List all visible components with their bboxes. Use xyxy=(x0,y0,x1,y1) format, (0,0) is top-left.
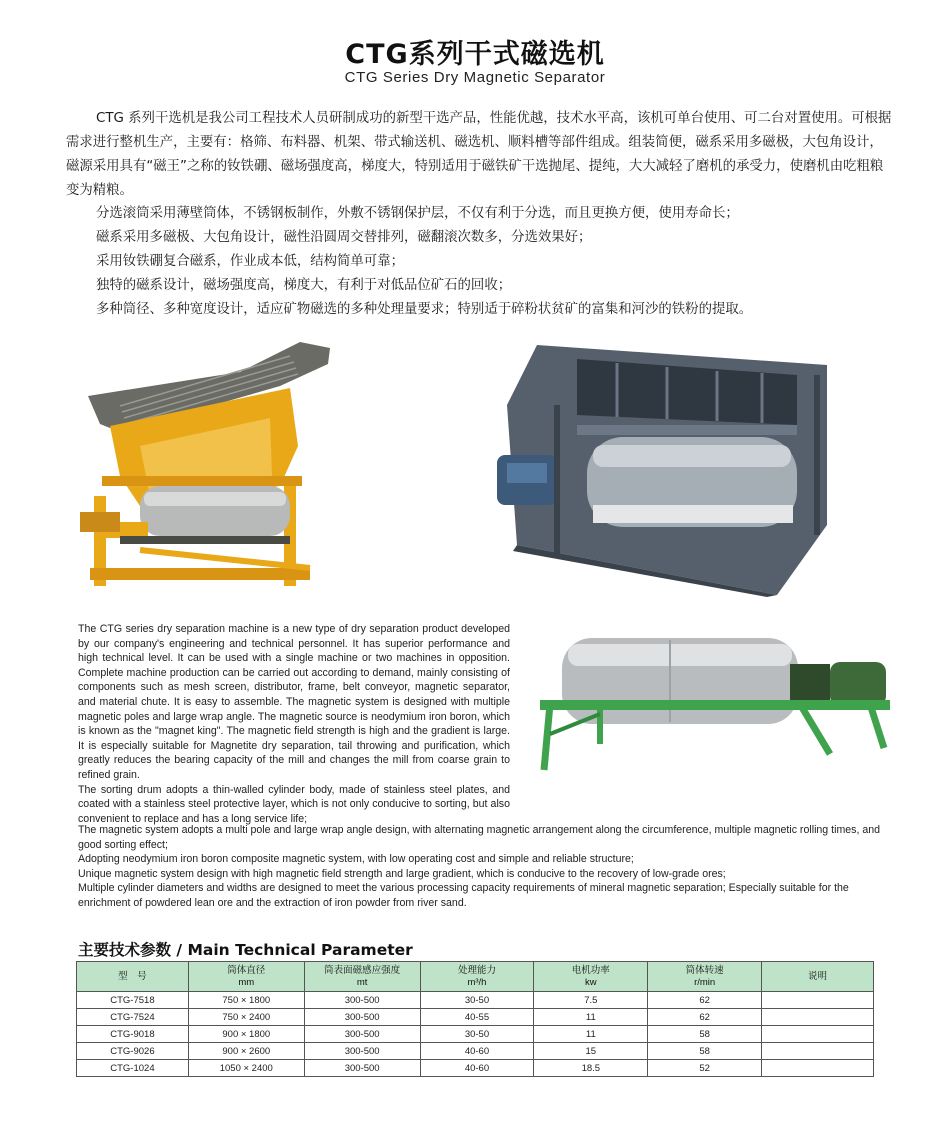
cell: CTG-7518 xyxy=(77,992,189,1009)
cell: 300-500 xyxy=(304,992,420,1009)
cell: 750 × 2400 xyxy=(188,1009,304,1026)
cell: 40-60 xyxy=(420,1060,534,1077)
cell: 58 xyxy=(648,1026,762,1043)
feature-item: 分选滚筒采用薄壁筒体，不锈钢板制作，外敷不锈钢保护层，不仅有利于分选，而且更换方便，使用寿命长； xyxy=(96,206,739,221)
english-paragraph: The magnetic system adopts a multi pole and large wrap angle design, with alternating magnetic arrangement along the circumference, multiple magnetic rolling times, and good sorting effect; xyxy=(78,824,881,851)
feature-item: 多种筒径、多种宽度设计，适应矿物磁选的多种处理量要求；特别适于碎粉状贫矿的富集和河沙的铁粉的提取。 xyxy=(96,302,753,317)
cell: 1050 × 2400 xyxy=(188,1060,304,1077)
cell xyxy=(762,1060,874,1077)
header-cell: 电机功率 kw xyxy=(534,962,648,992)
cell: 900 × 1800 xyxy=(188,1026,304,1043)
table-row xyxy=(77,1043,874,1060)
intro-chinese xyxy=(66,107,892,203)
feature-list-chinese xyxy=(96,202,896,322)
english-paragraph: The sorting drum adopts a thin-walled cylinder body, made of stainless steel plates, and coated with a stainless steel protective layer, which is not only conducive to sorting, but also convenient to replace and has a long service life; xyxy=(78,783,510,825)
header-cell: 筒体转速 r/min xyxy=(648,962,762,992)
cell: 62 xyxy=(648,1009,762,1026)
cell: 750 × 1800 xyxy=(188,992,304,1009)
english-paragraph: Multiple cylinder diameters and widths are designed to meet the various processing capacity requirements of mineral magnetic separation; Especially suitable for the enrichment of powdered lean ore and the extraction of iron powder from river sand. xyxy=(78,882,849,909)
header-cell: 型 号 xyxy=(77,962,189,992)
cell: 11 xyxy=(534,1009,648,1026)
intro-paragraph: CTG 系列干选机是我公司工程技术人员研制成功的新型干选产品，性能优越，技术水平高，该机可单台使用、可二台对置使用。可根据需求进行整机生产，主要有：格筛、布料器、机架、带式输送机、磁选机、顺料槽等部件组成。组装简便，磁系采用多磁极，大包角设计，磁源采用具有“磁王”之称的钕铁硼、磁场强度高，梯度大，特别适用于磁铁矿干选抛尾、提纯，大大减轻了磨机的承受力，使磨机由吃粗粮变为精粮。 xyxy=(66,111,892,198)
page-subtitle: CTG Series Dry Magnetic Separator xyxy=(344,69,606,86)
cell: 300-500 xyxy=(304,1009,420,1026)
cell: CTG-9018 xyxy=(77,1026,189,1043)
feature-item: 磁系采用多磁极、大包角设计，磁性沿圆周交替排列，磁翻滚次数多，分选效果好； xyxy=(96,230,592,245)
cell: 30-50 xyxy=(420,1026,534,1043)
cell: 300-500 xyxy=(304,1026,420,1043)
table-title: 主要技术参数 / Main Technical Parameter xyxy=(78,941,413,959)
cell: 40-55 xyxy=(420,1009,534,1026)
cell: 300-500 xyxy=(304,1043,420,1060)
header-cell: 处理能力 m³/h xyxy=(420,962,534,992)
feature-item: 采用钕铁硼复合磁系，作业成本低，结构简单可靠； xyxy=(96,254,404,269)
cell: 11 xyxy=(534,1026,648,1043)
cell xyxy=(762,1009,874,1026)
table-row xyxy=(77,1060,874,1077)
cell: 58 xyxy=(648,1043,762,1060)
parameter-table xyxy=(76,961,874,1077)
english-paragraph: Adopting neodymium iron boron composite magnetic system, with low operating cost and simple and reliable structure; xyxy=(78,853,634,866)
cell: CTG-9026 xyxy=(77,1043,189,1060)
intro-english-narrow xyxy=(78,622,510,826)
yellow-separator-photo xyxy=(80,336,332,606)
cell xyxy=(762,1026,874,1043)
english-paragraph: The CTG series dry separation machine is a new type of dry separation product developed by our company's engineering and technical personnel. It has superior performance and high technical level. It can be used with a single machine or two machines in opposition. Complete machine production can be carried out according to demand, mainly consisting of components such as mesh screen, distributor, frame, belt conveyor, magnetic separator, and material chute. It is easy to assemble. The magnetic system is designed with multiple magnetic poles and large wrap angle. The magnetic source is neodymium iron boron, which is known as the "magnet king". The magnetic field strength is high and the gradient is large. It is especially suitable for Magnetite dry separation, tail throwing and purification, which greatly reduces the bearing capacity of the mill and changes the mill from coarse grain to refined grain. xyxy=(78,623,510,781)
feature-item: 独特的磁系设计，磁场强度高，梯度大，有利于对低品位矿石的回收； xyxy=(96,278,512,293)
steel-separator-photo xyxy=(497,345,837,597)
page-title: CTG系列干式磁选机 xyxy=(345,39,605,70)
cell xyxy=(762,992,874,1009)
cell: 7.5 xyxy=(534,992,648,1009)
cell: 300-500 xyxy=(304,1060,420,1077)
english-paragraph: Unique magnetic system design with high magnetic field strength and large gradient, which is conducive to the recovery of low-grade ores; xyxy=(78,867,726,880)
table-row xyxy=(77,1026,874,1043)
cell: 30-50 xyxy=(420,992,534,1009)
table-row xyxy=(77,1009,874,1026)
cell: 15 xyxy=(534,1043,648,1060)
cell: 900 × 2600 xyxy=(188,1043,304,1060)
cell: 18.5 xyxy=(534,1060,648,1077)
cell: 62 xyxy=(648,992,762,1009)
table-row xyxy=(77,992,874,1009)
header-cell: 筒体直径 mm xyxy=(188,962,304,992)
table-header-row xyxy=(77,962,874,992)
cell: CTG-1024 xyxy=(77,1060,189,1077)
cell: 52 xyxy=(648,1060,762,1077)
cell: 40-60 xyxy=(420,1043,534,1060)
cell xyxy=(762,1043,874,1060)
cell: CTG-7524 xyxy=(77,1009,189,1026)
intro-english-wide xyxy=(78,823,894,911)
header-cell: 筒表面磁感应强度 mt xyxy=(304,962,420,992)
header-cell: 说明 xyxy=(762,962,874,992)
green-separator-photo xyxy=(540,634,894,774)
